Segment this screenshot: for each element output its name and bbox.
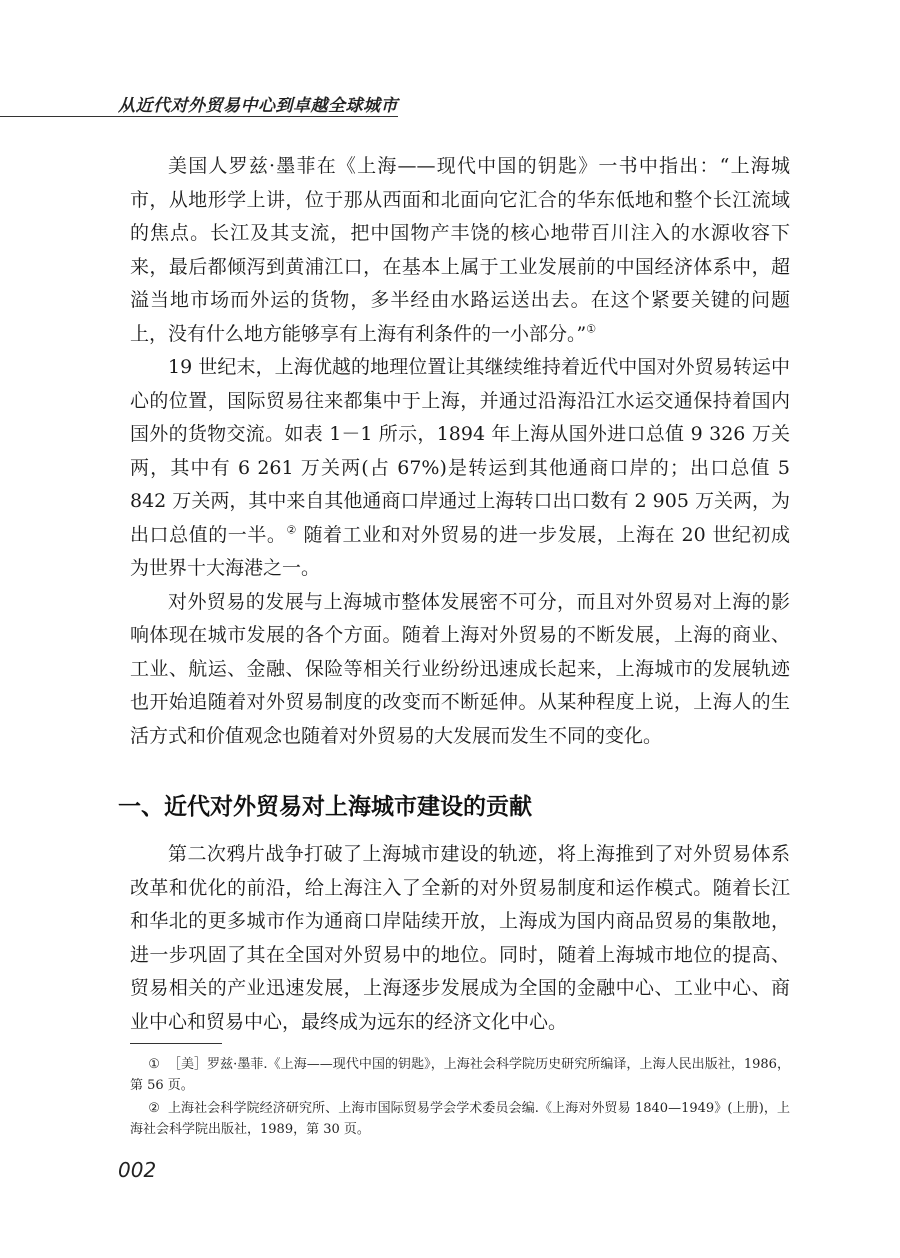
paragraph-2-text-b: 随着工业和对外贸易的进一步发展，上海在 20 世纪初成为世界十大海港之一。 <box>130 523 790 579</box>
footnote-1-mark: ① <box>148 1057 160 1072</box>
page-number: 002 <box>118 1158 157 1182</box>
footnote-1 <box>130 1054 790 1096</box>
paragraph-1 <box>130 150 790 351</box>
paragraph-2-text-a: 19 世纪末，上海优越的地理位置让其继续维持着近代中国对外贸易转运中心的位置，国际贸易往来都集中于上海，并通过沿海沿江水运交通保持着国内国外的货物交流。如表 1－1 所示，1894 年上海从国外进口总值 9 326 万关两，其中有 6 261 万关两(占 67%)是转运到其他通商口岸的；出口总值 5 842 万关两，其中来自其他通商口岸通过上海转口出口数有 2 905 万关两，为出口总值的一半。 <box>130 356 790 546</box>
footnote-2-mark: ② <box>148 1101 160 1116</box>
footnote-rule <box>130 1043 222 1044</box>
paragraph-2 <box>130 351 790 586</box>
section-paragraph: 第二次鸦片战争打破了上海城市建设的轨迹，将上海推到了对外贸易体系改革和优化的前沿，给上海注入了全新的对外贸易制度和运作模式。随着长江和华北的更多城市作为通商口岸陆续开放，上海成为国内商品贸易的集散地，进一步巩固了其在全国对外贸易中的地位。同时，随着上海城市地位的提高、贸易相关的产业迅速发展，上海逐步发展成为全国的金融中心、工业中心、商业中心和贸易中心，最终成为远东的经济文化中心。 <box>130 843 790 1033</box>
section-heading: 一、近代对外贸易对上海城市建设的贡献 <box>118 794 532 820</box>
running-title: 从近代对外贸易中心到卓越全球城市 <box>118 96 398 116</box>
paragraph-1-text: 美国人罗兹·墨菲在《上海——现代中国的钥匙》一书中指出：“上海城市，从地形学上讲，位于那从西面和北面向它汇合的华东低地和整个长江流域的焦点。长江及其支流，把中国物产丰饶的核心地带百川注入的水源收容下来，最后都倾泻到黄浦江口，在基本上属于工业发展前的中国经济体系中，超溢当地市场而外运的货物，多半经由水路运送出去。在这个紧要关键的问题上，没有什么地方能够享有上海有利条件的一小部分。” <box>130 155 790 345</box>
footnote-2 <box>130 1098 790 1140</box>
body-text <box>130 150 790 753</box>
footnote-ref-1: ① <box>586 322 597 336</box>
section-body <box>130 838 790 1039</box>
footnote-1-text: ［美］罗兹·墨菲.《上海——现代中国的钥匙》，上海社会科学院历史研究所编译，上海人民出版社，1986，第 56 页。 <box>130 1057 791 1093</box>
footnotes <box>130 1054 790 1142</box>
paragraph-3: 对外贸易的发展与上海城市整体发展密不可分，而且对外贸易对上海的影响体现在城市发展的各个方面。随着上海对外贸易的不断发展，上海的商业、工业、航运、金融、保险等相关行业纷纷迅速成长起来，上海城市的发展轨迹也开始追随着对外贸易制度的改变而不断延伸。从某种程度上说，上海人的生活方式和价值观念也随着对外贸易的大发展而发生不同的变化。 <box>130 590 790 747</box>
footnote-2-text: 上海社会科学院经济研究所、上海市国际贸易学会学术委员会编.《上海对外贸易 1840—1949》(上册)，上海社会科学院出版社，1989，第 30 页。 <box>130 1101 791 1137</box>
footnote-ref-2: ② <box>286 523 297 537</box>
header-rule <box>0 116 398 117</box>
